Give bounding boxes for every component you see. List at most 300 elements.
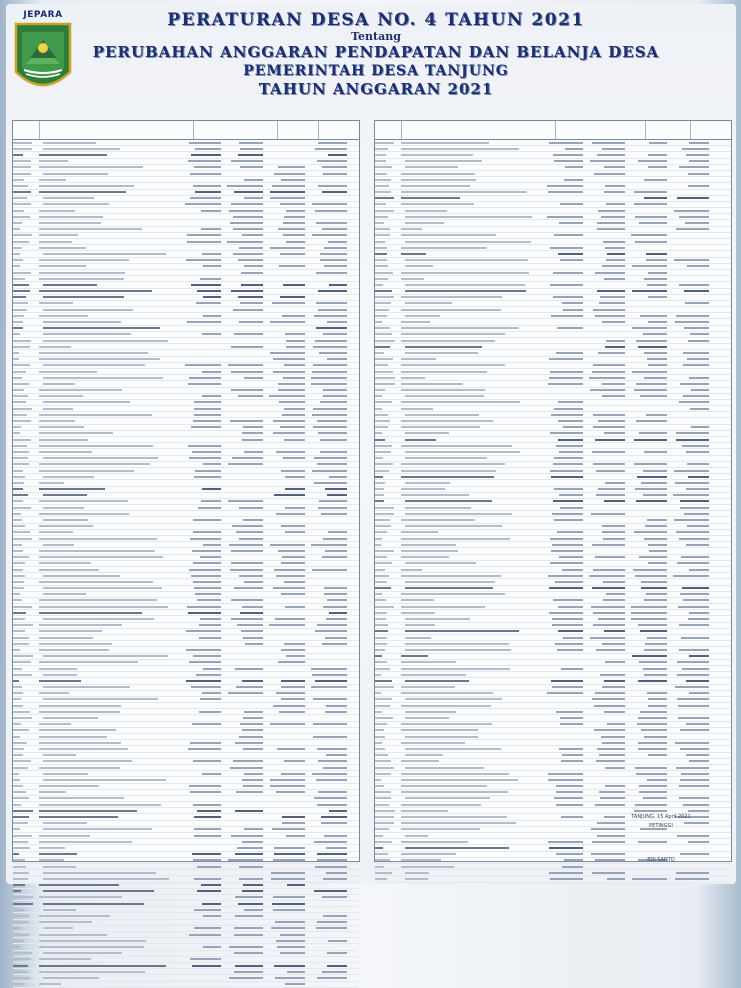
row-amount [265,278,305,280]
row-description [401,575,543,577]
row-description [39,878,181,880]
row-code [375,309,401,311]
row-description [39,946,181,948]
row-description [401,371,543,373]
row-amount [669,878,709,880]
row-amount [223,383,263,385]
row-amount [265,717,305,719]
row-amount [181,395,221,397]
row-amount [307,346,347,348]
row-amount [223,500,263,502]
row-amount [265,785,305,787]
row-amount [627,698,667,700]
row-amount [181,340,221,342]
row-description [401,364,543,366]
row-amount [181,952,221,954]
row-description [401,661,543,663]
row-amount [585,804,625,806]
row-amount [543,340,583,342]
row-code [13,278,39,280]
row-amount [669,698,709,700]
row-amount [181,927,221,929]
row-amount [543,785,583,787]
row-amount [585,674,625,676]
row-amount [543,606,583,608]
row-amount [223,680,263,682]
row-description [401,599,543,601]
row-amount [223,321,263,323]
row-code [375,142,401,144]
row-amount [181,160,221,162]
row-amount [307,284,347,286]
row-description [39,531,181,533]
row-description [401,185,543,187]
row-amount [307,915,347,917]
signatory-name: EDI SANTO [647,857,675,863]
row-amount [307,847,347,849]
row-code [375,463,401,465]
row-amount [265,965,305,967]
row-code [375,401,401,403]
row-amount [223,476,263,478]
row-amount [265,618,305,620]
row-amount [627,445,667,447]
row-amount [543,612,583,614]
row-description [39,884,181,886]
row-amount [265,364,305,366]
row-description [401,216,543,218]
row-amount [223,309,263,311]
row-amount [307,835,347,837]
row-amount [181,358,221,360]
row-amount [585,377,625,379]
row-amount [265,284,305,286]
row-amount [543,148,583,150]
row-code [13,228,39,230]
row-amount [627,216,667,218]
row-amount [223,315,263,317]
row-amount [223,785,263,787]
row-amount [585,241,625,243]
row-description [39,278,181,280]
row-amount [265,606,305,608]
row-code [13,550,39,552]
row-description [401,723,543,725]
row-amount [627,519,667,521]
row-code [13,686,39,688]
row-code [13,333,39,335]
row-amount [585,575,625,577]
row-code [375,432,401,434]
row-amount [669,748,709,750]
row-amount [543,575,583,577]
row-amount [585,327,625,329]
row-amount [181,767,221,769]
row-amount [181,705,221,707]
row-description [401,531,543,533]
row-amount [543,661,583,663]
row-amount [307,439,347,441]
row-amount [543,717,583,719]
row-amount [585,581,625,583]
row-amount [585,296,625,298]
row-description [39,952,181,954]
row-code [13,723,39,725]
row-description [401,698,543,700]
row-code [375,420,401,422]
row-description [39,754,181,756]
row-amount [223,142,263,144]
row-amount [307,977,347,979]
row-amount [307,965,347,967]
row-amount [265,668,305,670]
row-description [401,872,543,874]
row-amount [181,723,221,725]
row-amount [265,569,305,571]
row-amount [307,519,347,521]
row-description [401,290,543,292]
row-amount [181,513,221,515]
row-amount [627,637,667,639]
row-amount [307,624,347,626]
row-amount [223,624,263,626]
row-amount [181,785,221,787]
row-amount [543,500,583,502]
row-description [39,148,181,150]
row-code [375,321,401,323]
row-amount [265,921,305,923]
header-cell [691,121,731,139]
row-amount [585,866,625,868]
row-amount [265,649,305,651]
row-description [401,754,543,756]
row-amount [585,760,625,762]
row-amount [669,804,709,806]
row-amount [181,872,221,874]
row-amount [307,637,347,639]
row-amount [585,346,625,348]
row-amount [543,742,583,744]
row-code [13,179,39,181]
row-amount [265,711,305,713]
row-amount [627,562,667,564]
row-amount [627,352,667,354]
row-amount [223,822,263,824]
row-amount [585,606,625,608]
row-amount [265,197,305,199]
row-amount [265,395,305,397]
row-amount [585,488,625,490]
row-description [401,556,543,558]
row-description [401,711,543,713]
row-code [375,507,401,509]
row-amount [223,797,263,799]
row-amount [669,228,709,230]
row-description [39,309,181,311]
row-amount [669,259,709,261]
row-amount [223,296,263,298]
row-amount [585,265,625,267]
row-code [13,142,39,144]
row-amount [265,265,305,267]
row-description [401,160,543,162]
signature-block [606,814,716,863]
row-amount [669,389,709,391]
row-code [375,210,401,212]
row-code [13,971,39,973]
row-amount [585,197,625,199]
row-amount [543,859,583,861]
row-amount [181,210,221,212]
row-amount [627,773,667,775]
row-code [375,203,401,205]
row-amount [669,581,709,583]
row-amount [265,915,305,917]
row-description [39,513,181,515]
row-amount [627,457,667,459]
row-amount [265,463,305,465]
row-code [375,760,401,762]
row-amount [543,414,583,416]
row-amount [669,599,709,601]
row-code [13,742,39,744]
row-description [401,482,543,484]
row-code [13,315,39,317]
row-code [375,476,401,478]
row-amount [669,315,709,317]
row-code [375,575,401,577]
row-amount [265,216,305,218]
row-code [375,222,401,224]
row-amount [669,680,709,682]
row-amount [307,525,347,527]
row-code [375,160,401,162]
row-code [375,742,401,744]
row-amount [181,216,221,218]
row-amount [223,779,263,781]
row-code [375,389,401,391]
row-code [13,569,39,571]
row-amount [585,692,625,694]
row-description [401,327,543,329]
row-amount [307,649,347,651]
row-description [401,785,543,787]
row-amount [223,222,263,224]
row-amount [543,668,583,670]
row-amount [265,556,305,558]
row-amount [223,525,263,527]
row-amount [543,371,583,373]
row-amount [543,853,583,855]
row-amount [669,173,709,175]
row-amount [181,197,221,199]
row-amount [223,760,263,762]
row-amount [307,253,347,255]
row-code [13,878,39,880]
row-code [375,698,401,700]
row-description [401,470,543,472]
row-amount [181,278,221,280]
row-amount [223,513,263,515]
row-amount [181,661,221,663]
row-amount [585,470,625,472]
row-code [13,612,39,614]
row-amount [543,327,583,329]
row-amount [585,253,625,255]
row-amount [181,445,221,447]
row-code [13,668,39,670]
row-description [401,414,543,416]
row-description [401,525,543,527]
row-amount [543,247,583,249]
row-amount [307,395,347,397]
row-description [39,500,181,502]
row-amount [585,315,625,317]
row-description [39,445,181,447]
row-amount [307,142,347,144]
row-amount [627,371,667,373]
row-description [39,302,181,304]
row-code [13,748,39,750]
row-amount [265,760,305,762]
row-description [39,142,181,144]
row-amount [181,494,221,496]
row-amount [627,463,667,465]
row-description [39,760,181,762]
row-amount [265,748,305,750]
row-amount [627,315,667,317]
row-amount [265,445,305,447]
row-amount [585,742,625,744]
row-amount [585,779,625,781]
row-amount [181,909,221,911]
row-amount [543,816,583,818]
row-code [13,241,39,243]
row-code [13,210,39,212]
row-description [401,142,543,144]
row-description [39,965,181,967]
row-amount [307,179,347,181]
row-amount [543,797,583,799]
row-description [39,241,181,243]
row-amount [543,643,583,645]
row-amount [585,142,625,144]
row-amount [307,754,347,756]
row-amount [627,531,667,533]
row-code [13,395,39,397]
row-amount [265,742,305,744]
row-amount [585,754,625,756]
row-amount [585,482,625,484]
row-description [401,197,543,199]
row-amount [543,513,583,515]
row-amount [265,210,305,212]
row-amount [585,587,625,589]
row-description [401,624,543,626]
row-description [401,383,543,385]
row-description [401,463,543,465]
row-amount [265,661,305,663]
row-amount [181,921,221,923]
row-code [13,674,39,676]
row-amount [265,599,305,601]
row-code [13,253,39,255]
row-amount [585,569,625,571]
row-code [13,828,39,830]
row-amount [181,581,221,583]
row-amount [307,971,347,973]
row-code [375,154,401,156]
banner [6,4,736,884]
row-amount [307,166,347,168]
row-amount [223,302,263,304]
row-amount [585,247,625,249]
row-code [13,265,39,267]
row-amount [585,668,625,670]
row-amount [223,952,263,954]
row-code [13,544,39,546]
row-code [13,463,39,465]
row-amount [307,773,347,775]
row-code [13,661,39,663]
row-amount [543,804,583,806]
row-description [39,383,181,385]
row-amount [669,426,709,428]
row-amount [223,965,263,967]
row-description [39,674,181,676]
row-code [13,346,39,348]
row-description [401,203,543,205]
row-amount [669,191,709,193]
row-amount [265,179,305,181]
row-amount [627,389,667,391]
row-code [13,896,39,898]
row-amount [265,333,305,335]
row-amount [627,408,667,410]
row-amount [669,797,709,799]
row-description [39,835,181,837]
row-amount [627,247,667,249]
row-amount [669,606,709,608]
row-amount [585,729,625,731]
row-amount [181,828,221,830]
row-description [401,395,543,397]
row-code [375,711,401,713]
row-amount [669,562,709,564]
row-amount [585,321,625,323]
row-amount [265,142,305,144]
row-amount [585,302,625,304]
row-description [401,191,543,193]
row-amount [543,698,583,700]
row-amount [223,482,263,484]
row-amount [307,736,347,738]
row-amount [223,643,263,645]
row-amount [223,160,263,162]
row-amount [627,748,667,750]
row-description [39,371,181,373]
row-code [13,779,39,781]
row-amount [585,494,625,496]
row-description [39,599,181,601]
row-description [39,507,181,509]
row-description [39,414,181,416]
table-row [13,982,359,988]
row-amount [669,668,709,670]
row-amount [265,841,305,843]
row-description [39,810,181,812]
row-amount [585,278,625,280]
